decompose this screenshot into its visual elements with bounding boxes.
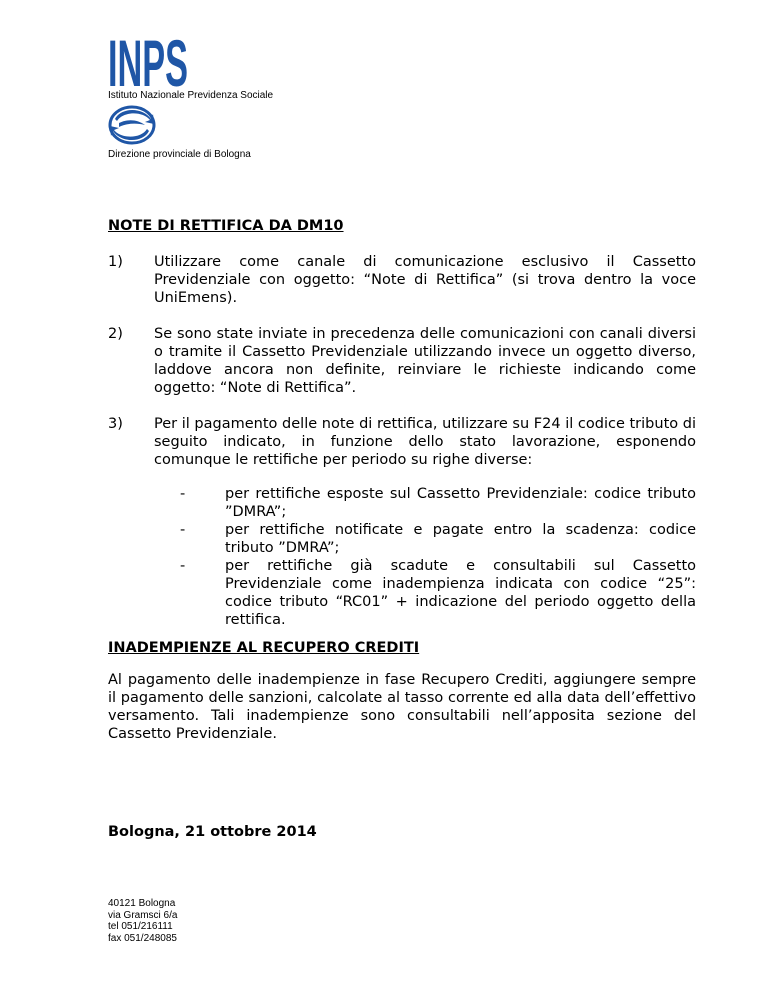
dash-list-item [180, 521, 696, 557]
dash-item-text: per rettifiche notificate e pagate entro la scadenza: codice tributo ”DMRA”; [225, 522, 696, 556]
list-marker: 1) [108, 254, 123, 270]
list-item [108, 325, 696, 397]
dash-marker: - [180, 558, 186, 574]
section-title-inadempienze: INADEMPIENZE AL RECUPERO CREDITI [108, 640, 420, 656]
inadempienze-paragraph: Al pagamento delle inadempienze in fase Recupero Crediti, aggiungere sempre il pagamento delle sanzioni, calcolate al tasso corrente ed alla data dell’effettivo versamento. Tali inadempienze sono consultabili nell’apposita sezione del Cassetto Previdenziale. [108, 672, 696, 742]
dash-marker: - [180, 486, 186, 502]
numbered-list [108, 253, 696, 647]
footer-address [108, 898, 177, 944]
dash-list-item [180, 557, 696, 629]
footer-fax: fax 051/248085 [108, 932, 177, 944]
list-item [108, 253, 696, 307]
dash-item-text: per rettifiche già scadute e consultabili sul Cassetto Previdenziale come inadempienza indicata con codice “25”: codice tributo “RC01” + indicazione del periodo oggetto della rettifica. [225, 558, 696, 628]
list-item-text: Utilizzare come canale di comunicazione esclusivo il Cassetto Previdenziale con oggetto: “Note di Rettifica” (si trova dentro la voce UniEmens). [154, 254, 696, 306]
section-title-rettifica: NOTE DI RETTIFICA DA DM10 [108, 218, 344, 234]
footer-postcode-city: 40121 Bologna [108, 898, 176, 909]
inps-logo-icon [108, 30, 188, 90]
place-and-date: Bologna, 21 ottobre 2014 [108, 824, 317, 840]
footer-street: via Gramsci 6/a [108, 909, 178, 921]
directorate-name: Direzione provinciale di Bologna [108, 149, 251, 160]
institute-name: Istituto Nazionale Previdenza Sociale [108, 90, 274, 101]
dash-list-item [180, 485, 696, 521]
list-marker: 2) [108, 326, 123, 342]
dash-marker: - [180, 522, 186, 538]
footer-phone: tel 051/216111 [108, 921, 173, 932]
list-item-text: Se sono state inviate in precedenza delle comunicazioni con canali diversi o tramite il Cassetto Previdenziale utilizzando invece un oggetto diverso, laddove ancora non definite, reinviare le richieste indicando come oggetto: “Note di Rettifica”. [154, 326, 696, 396]
dash-item-text: per rettifiche esposte sul Cassetto Previdenziale: codice tributo ”DMRA”; [225, 486, 696, 520]
svg-text:INPS: INPS [108, 30, 188, 90]
list-marker: 3) [108, 416, 123, 432]
list-item-text: Per il pagamento delle note di rettifica, utilizzare su F24 il codice tributo di seguito indicato, in funzione dello stato lavorazione, esponendo comunque le rettifiche per periodo su righe diverse: [154, 416, 696, 468]
inps-circular-arrows-emblem-icon [107, 103, 157, 147]
list-item [108, 415, 696, 629]
dash-list [180, 485, 696, 629]
